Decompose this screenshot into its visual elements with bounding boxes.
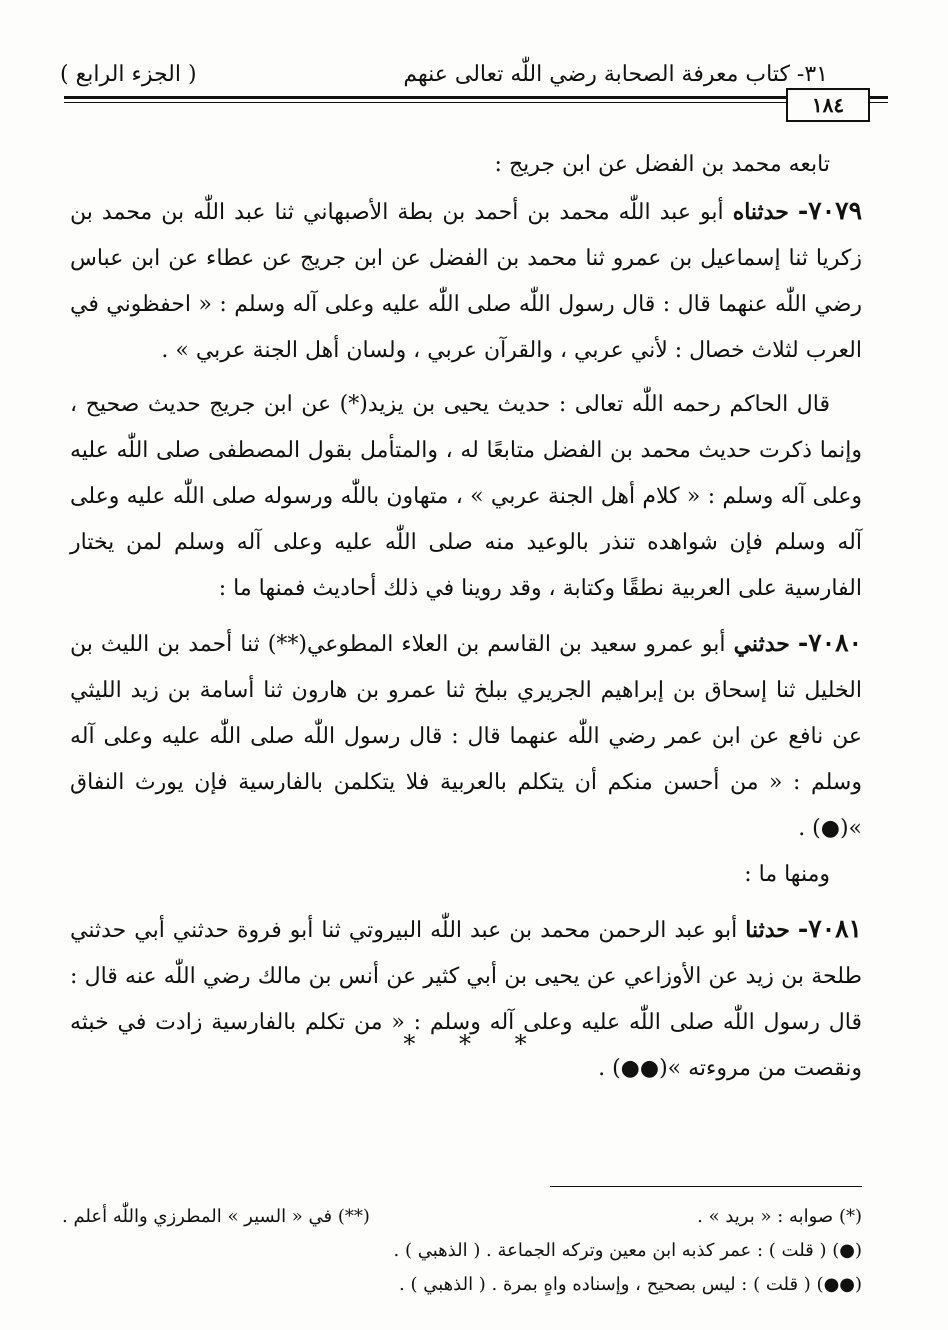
footnote-3: (●) ( قلت ) : عمر كذبه ابن معين وتركه الجماعة . ( الذهبي ) . <box>393 1240 862 1261</box>
footnote-rule <box>550 1186 862 1187</box>
intro-line: تابعه محمد بن الفضل عن ابن جريج : <box>494 152 830 177</box>
footnote-row <box>62 1200 862 1234</box>
hadith-lead: حدثناه <box>732 199 789 225</box>
section-separator: * * * <box>403 1030 545 1058</box>
footnote-1: (*) صوابه : « بريد » . <box>697 1206 862 1227</box>
hadith-number: ٧٠٨٠- <box>797 628 863 657</box>
footnotes <box>62 1200 862 1302</box>
page-number-box: ١٨٤ <box>786 88 870 122</box>
hakim-commentary: قال الحاكم رحمه اللّٰه تعالى : حديث يحيى بن يزيد(*) عن ابن جريج حديث صحيح ، وإنما ذكرت حديث محمد بن الفضل متابعًا له ، والمتأمل بقول المصطفى صلى اللّٰه عليه وعلى آله وسلم : « كلام أهل الجنة عربي » ، متهاون باللّٰه ورسوله صلى اللّٰه عليه وعلى آله وسلم فإن شواهده تنذر بالوعيد منه صلى اللّٰه عليه وعلى آله وسلم لمن يختار الفارسية على العربية نطقًا وكتابة ، وقد روينا في ذلك أحاديث فمنها ما : <box>70 392 862 601</box>
hadith-lead: حدثنا <box>745 917 790 943</box>
hadith-7079 <box>70 188 862 374</box>
footnote-4: (●●) ( قلت ) : ليس بصحيح ، وإسناده واهٍ بمرة . ( الذهبي ) . <box>399 1274 862 1295</box>
hadith-lead: حدثني <box>733 631 790 657</box>
footnote-2: (**) في « السير » المطرزي واللّٰه أعلم . <box>62 1206 370 1227</box>
hadith-number: ٧٠٧٩- <box>797 196 863 225</box>
hadith-text: أبو عبد الرحمن محمد بن عبد اللّٰه البيروتي ثنا أبو فروة حدثني أبي حدثني طلحة بن زيد عن الأوزاعي عن يحيى بن أبي كثير عن أنس بن مالك رضي اللّٰه عنه قال : قال رسول اللّٰه صلى اللّٰه عليه وعلى آله وسلم : « من تكلم بالفارسية زادت في خبثه ونقصت من مروءته »(●●) . <box>70 918 862 1081</box>
minha-line: ومنها ما : <box>744 862 830 887</box>
hadith-7080 <box>70 620 862 852</box>
header-rule-thick <box>64 96 888 99</box>
hadith-text: أبو عبد اللّٰه محمد بن أحمد بن بطة الأصبهاني ثنا عبد اللّٰه بن محمد بن زكريا ثنا إسماعيل بن عمرو ثنا محمد بن الفضل عن ابن جريج عن عطاء عن ابن عباس رضي اللّٰه عنهما قال : قال رسول اللّٰه صلى اللّٰه عليه وعلى آله وسلم : « احفظوني في العرب لثلاث خصال : لأني عربي ، والقرآن عربي ، ولسان أهل الجنة عربي » . <box>70 200 862 363</box>
running-header-title: ٣١- كتاب معرفة الصحابة رضي اللّٰه تعالى عنهم <box>403 62 828 87</box>
hadith-text: أبو عمرو سعيد بن القاسم بن العلاء المطوعي(**) ثنا أحمد بن الليث بن الخليل ثنا إسحاق بن إبراهيم الجريري ببلخ ثنا عمرو بن هارون ثنا أسامة بن زيد الليثي عن نافع عن ابن عمر رضي اللّٰه عنهما قال : قال رسول اللّٰه صلى اللّٰه عليه وعلى آله وسلم : « من أحسن منكم أن يتكلم بالعربية فلا يتكلمن بالفارسية فإن يورث النفاق »(●) . <box>70 632 862 841</box>
hadith-number: ٧٠٨١- <box>797 914 862 943</box>
running-header-volume: ( الجزء الرابع ) <box>60 62 197 87</box>
main-text <box>70 142 862 1092</box>
hadith-7081 <box>70 906 862 1092</box>
header-rule-thin <box>64 102 888 103</box>
